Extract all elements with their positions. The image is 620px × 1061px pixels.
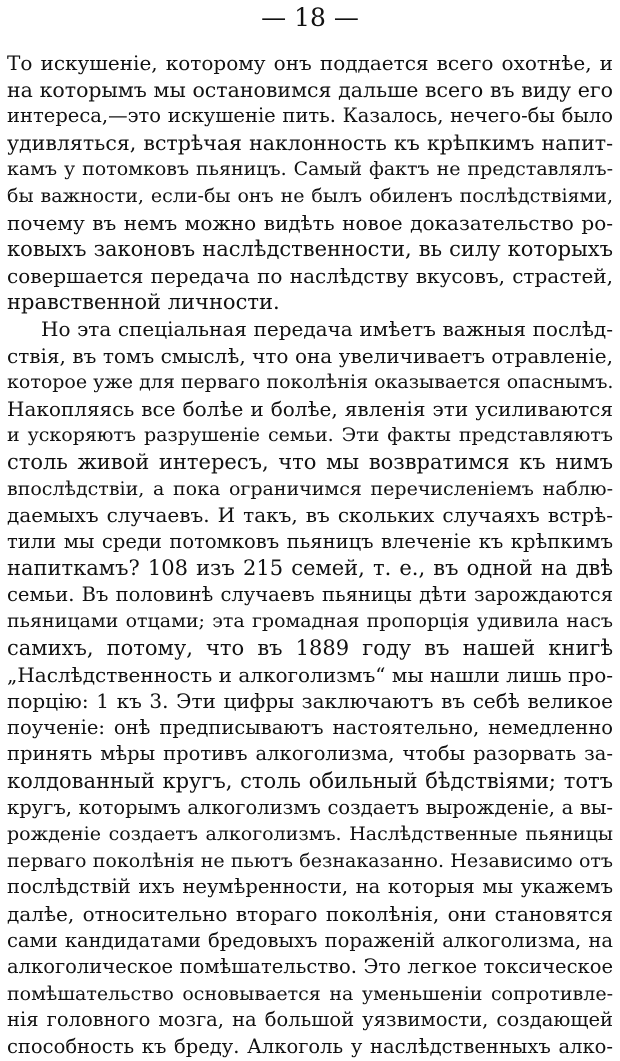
text-line: совершается передача по наслѣдству вкусовъ, страстей, bbox=[7, 263, 613, 288]
page-number: — 18 — bbox=[261, 3, 359, 32]
text-line: семьи. Въ половинѣ случаевъ пьяницы дѣти зарождаются bbox=[7, 582, 613, 606]
paragraph bbox=[7, 316, 613, 1061]
text-line: впослѣдствіи, а пока ограничимся перечисленіемъ наблю- bbox=[7, 477, 613, 500]
text-line: перваго поколѣнія не пьютъ безнаказанно. Независимо отъ bbox=[7, 849, 613, 872]
text-line: „Наслѣдственность и алкоголизмъ“ мы нашли лишь про- bbox=[7, 662, 613, 687]
text-line: сами кандидатами бредовыхъ пораженій алкоголизма, на bbox=[7, 928, 613, 952]
text-line: тили мы среди потомковъ пьяницъ влеченіе къ крѣпкимъ bbox=[7, 529, 613, 553]
body-text bbox=[7, 50, 613, 1061]
text-line: пьяницами отцами; эта громадная пропорція удивила насъ bbox=[7, 610, 613, 633]
text-line: которое уже для перваго поколѣнія оказывается опаснымъ. bbox=[7, 371, 613, 394]
text-line: ковыхъ законовъ наслѣдственности, вь силу которыхъ bbox=[7, 237, 613, 262]
text-line: на которымъ мы остановимся дальше всего въ виду его bbox=[7, 77, 613, 102]
text-line: рожденіе создаетъ алкоголизмъ. Наслѣдственные пьяницы bbox=[7, 823, 613, 846]
text-line: и ускоряютъ разрушеніе семьи. Эти факты представляютъ bbox=[7, 424, 613, 447]
text-line: бы важности, если-бы онъ не былъ обиленъ послѣдствіями, bbox=[7, 184, 613, 207]
text-line: нія головного мозга, на большой уязвимости, создающей bbox=[7, 1008, 613, 1032]
text-line: ствія, въ томъ смыслѣ, что она увеличиваетъ отравленіе, bbox=[7, 343, 613, 368]
text-line: самихъ, потому, что въ 1889 году въ нашей книгѣ bbox=[7, 636, 613, 661]
text-line: колдованный кругъ, столь обильный бѣдствіями; тотъ bbox=[7, 769, 613, 794]
text-line: нравственной личности. bbox=[7, 290, 280, 315]
text-line: интереса,—это искушеніе пить. Казалось, нечего-бы было bbox=[7, 104, 613, 128]
text-line: Но эта спеціальная передача имѣетъ важныя послѣд- bbox=[41, 316, 613, 341]
text-line: почему въ немъ можно видѣть новое доказательство ро- bbox=[7, 210, 613, 235]
text-line: алкоголическое помѣшательство. Это легкое токсическое bbox=[7, 955, 613, 979]
paragraph bbox=[7, 50, 613, 316]
text-line: напиткамъ? 108 изъ 215 семей, т. е., въ одной на двѣ bbox=[7, 556, 613, 581]
text-line: удивляться, встрѣчая наклонность къ крѣпкимъ напит- bbox=[7, 130, 613, 155]
text-line: Накопляясь все болѣе и болѣе, явленія эти усиливаются bbox=[7, 396, 613, 421]
text-line: способность къ бреду. Алкоголь у наслѣдственныхъ алко- bbox=[7, 1034, 613, 1058]
text-line: далѣе, относительно втораго поколѣнія, они становятся bbox=[7, 902, 613, 926]
text-line: принять мѣры противъ алкоголизма, чтобы разорвать за- bbox=[7, 742, 613, 766]
text-line: камъ у потомковъ пьяницъ. Самый фактъ не представлялъ- bbox=[7, 158, 613, 181]
text-line: послѣдствій ихъ неумѣренности, на которыя мы укажемъ bbox=[7, 875, 613, 899]
text-line: поученіе: онѣ предписываютъ настоятельно, немедленно bbox=[7, 715, 613, 739]
text-line: столь живой интересъ, что мы возвратимся къ нимъ bbox=[7, 449, 613, 474]
text-line: порцію: 1 къ 3. Эти цифры заключаютъ въ себѣ великое bbox=[7, 689, 613, 714]
text-line: кругъ, которымъ алкоголизмъ создаетъ вырожденіе, а вы- bbox=[7, 795, 613, 819]
text-line: То искушеніе, которому онъ поддается всего охотнѣе, и bbox=[7, 51, 613, 75]
text-line: помѣшательство основывается на уменьшеніи сопротивле- bbox=[7, 982, 613, 1005]
text-line: даемыхъ случаевъ. И такъ, въ скольких случаяхъ встрѣ- bbox=[7, 503, 613, 528]
